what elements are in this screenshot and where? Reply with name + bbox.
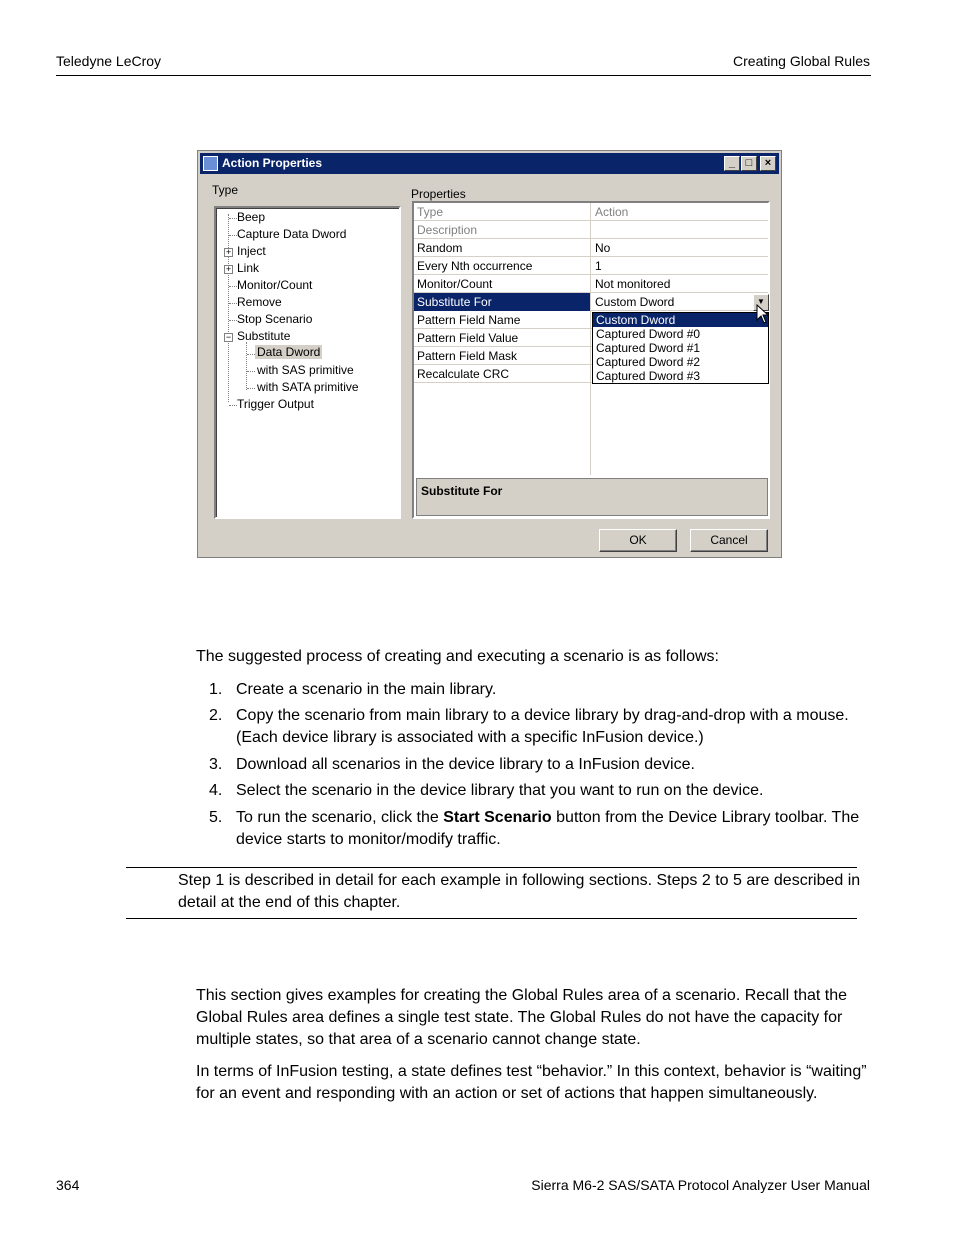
step-number: 5.	[209, 809, 223, 826]
property-name: Every Nth occurrence	[417, 259, 533, 273]
step-text: Select the scenario in the device library that you want to run on the device.	[236, 782, 764, 799]
property-name: Pattern Field Mask	[417, 349, 518, 363]
step-number: 4.	[209, 782, 223, 799]
dropdown-option[interactable]: Captured Dword #3	[596, 369, 701, 383]
property-name: Description	[417, 223, 478, 237]
tree-item-link[interactable]: Link	[237, 261, 260, 275]
tree-item-sas-primitive[interactable]: with SAS primitive	[257, 363, 354, 377]
maximize-button[interactable]: □	[741, 156, 757, 171]
step-number: 1.	[209, 681, 223, 698]
property-row[interactable]	[414, 275, 768, 293]
section-paragraph: In terms of InFusion testing, a state defines test “behavior.” In this context, behavior is “waiting” for an event and responding with an action or set of actions that happen simultaneously.	[196, 1063, 867, 1102]
expand-icon[interactable]: +	[225, 264, 232, 274]
footer-title: Sierra M6-2 SAS/SATA Protocol Analyzer User Manual	[531, 1177, 870, 1193]
dropdown-option[interactable]: Captured Dword #0	[596, 327, 701, 341]
description-title: Substitute For	[421, 484, 503, 498]
page-number: 364	[56, 1177, 80, 1193]
intro-text: The suggested process of creating and executing a scenario is as follows:	[196, 648, 719, 665]
column-divider[interactable]	[590, 203, 591, 475]
dropdown-option[interactable]: Captured Dword #2	[596, 355, 701, 369]
property-name: Substitute For	[417, 295, 492, 309]
properties-label: Properties	[411, 187, 466, 201]
property-row-selected[interactable]	[414, 293, 768, 311]
dropdown-arrow-icon[interactable]: ▼	[753, 294, 769, 311]
dropdown-option-selected[interactable]: Custom Dword	[593, 313, 768, 327]
section-paragraph: This section gives examples for creating the Global Rules area of a scenario. Recall that the Global Rules area defines a single test state. The Global Rules do not have the capacity for multiple states, so that area of a scenario cannot change state.	[196, 987, 847, 1048]
mouse-cursor-icon	[756, 304, 770, 324]
tree-item-monitor-count[interactable]: Monitor/Count	[237, 278, 313, 292]
type-tree[interactable]	[214, 206, 401, 519]
collapse-icon[interactable]: −	[225, 332, 232, 342]
property-name: Pattern Field Value	[417, 331, 519, 345]
note-rule-top	[126, 867, 857, 868]
step-number: 3.	[209, 756, 223, 773]
property-name: Type	[417, 205, 444, 219]
tree-item-remove[interactable]: Remove	[237, 295, 282, 309]
step-text: Download all scenarios in the device library to a InFusion device.	[236, 756, 695, 773]
expand-icon[interactable]: +	[225, 247, 232, 257]
type-label: Type	[212, 183, 239, 197]
step-number: 2.	[209, 707, 223, 724]
ok-button[interactable]: OK	[599, 529, 677, 552]
dropdown-option[interactable]: Captured Dword #1	[596, 341, 701, 355]
tree-item-inject[interactable]: Inject	[237, 244, 266, 258]
property-value: Custom Dword	[595, 295, 675, 309]
note-rule-bottom	[126, 918, 857, 919]
tree-item-substitute[interactable]: Substitute	[237, 329, 291, 343]
step-text: Create a scenario in the main library.	[236, 681, 497, 698]
property-name: Monitor/Count	[417, 277, 493, 291]
property-value: 1	[595, 259, 602, 273]
property-row[interactable]	[414, 239, 768, 257]
step-text-pre: To run the scenario, click the	[236, 809, 444, 826]
step-text-post: button from the Device Library toolbar. The device starts to monitor/modify traffic.	[236, 809, 860, 848]
property-row[interactable]	[414, 257, 768, 275]
tree-item-trigger-output[interactable]: Trigger Output	[237, 397, 314, 411]
property-name: Recalculate CRC	[417, 367, 510, 381]
property-row[interactable]	[414, 221, 768, 239]
note-text: Step 1 is described in detail for each example in following sections. Steps 2 to 5 are described in detail at the end of this chapter.	[178, 872, 861, 911]
property-value: No	[595, 241, 611, 255]
app-icon	[203, 156, 218, 171]
property-value: Not monitored	[595, 277, 671, 291]
close-button[interactable]: ×	[760, 156, 776, 171]
tree-item-beep[interactable]: Beep	[237, 210, 266, 224]
dialog-titlebar	[200, 153, 779, 174]
tree-item-stop-scenario[interactable]: Stop Scenario	[237, 312, 313, 326]
header-left: Teledyne LeCroy	[56, 53, 162, 69]
substitute-dropdown-list[interactable]	[592, 312, 769, 384]
description-panel	[416, 478, 768, 516]
property-name: Pattern Field Name	[417, 313, 521, 327]
step-text	[236, 807, 876, 851]
start-scenario-term: Start Scenario	[443, 809, 552, 826]
cancel-button[interactable]: Cancel	[690, 529, 768, 552]
action-properties-dialog	[197, 150, 782, 558]
property-name: Random	[417, 241, 463, 255]
header-right: Creating Global Rules	[733, 53, 870, 69]
tree-item-sata-primitive[interactable]: with SATA primitive	[257, 380, 359, 394]
minimize-button[interactable]: _	[724, 156, 740, 171]
header-rule	[56, 75, 871, 76]
step-text: Copy the scenario from main library to a device library by drag-and-drop with a mouse. (Each device library is associated with a specific InFusion device.)	[236, 707, 849, 746]
property-row[interactable]	[414, 203, 768, 221]
dialog-title: Action Properties	[222, 156, 323, 170]
tree-item-capture-data-dword[interactable]: Capture Data Dword	[237, 227, 347, 241]
property-value: Action	[595, 205, 629, 219]
tree-item-data-dword[interactable]: Data Dword	[257, 345, 321, 359]
